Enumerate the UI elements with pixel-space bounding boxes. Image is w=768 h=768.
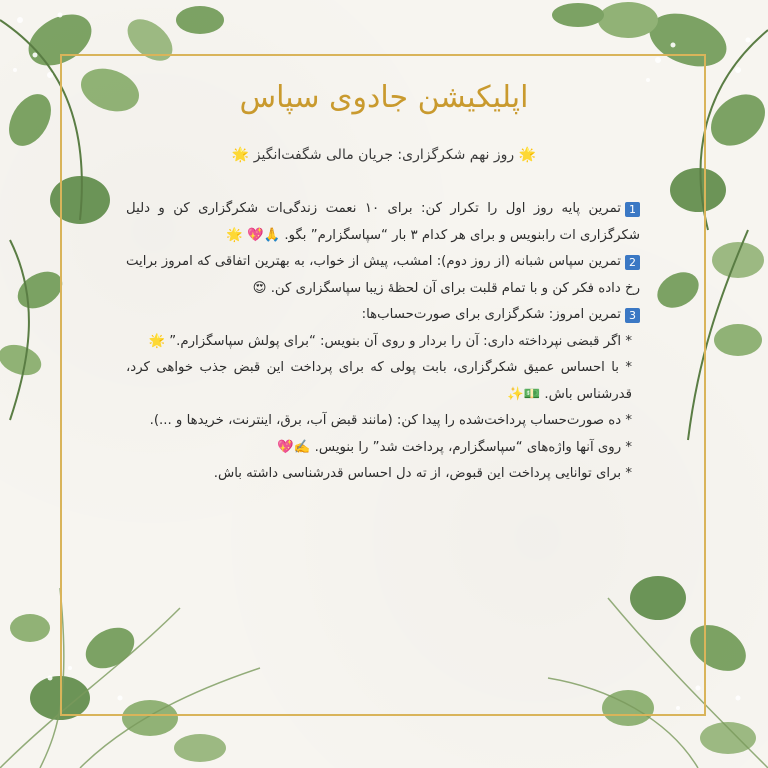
list-item <box>126 196 640 249</box>
page-title: اپلیکیشن جادوی سپاس <box>239 80 529 115</box>
star-icon: 🌟 <box>231 147 250 163</box>
list-item-text: تمرین پایه روز اول را تکرار کن: برای ۱۰ نعمت زندگی‌ات شکرگزاری کن و دلیل شکرگزاری ات رابنویس و برای هر کدام ۳ بار “سپاسگزارم” بگو. 🙏💖 🌟 <box>126 201 640 243</box>
subtitle <box>0 147 768 163</box>
list-item <box>126 302 640 329</box>
sub-list-item: * اگر قبضی نپرداخته داری: آن را بردار و روی آن بنویس: “برای پولش سپاسگزارم.” 🌟 <box>148 333 632 349</box>
sub-list-item: * روی آنها واژه‌های “سپاسگزارم، پرداخت شد” را بنویس. ✍️💖 <box>277 439 632 455</box>
number-badge-3: 3 <box>625 308 640 323</box>
list-item <box>126 249 640 302</box>
content-body <box>126 196 640 488</box>
subtitle-text: روز نهم شکرگزاری: جریان مالی شگفت‌انگیز <box>253 147 515 163</box>
sub-list-item: * برای توانایی پرداخت این قبوض، از ته دل احساس قدرشناسی داشته باش. <box>213 466 632 481</box>
sub-list-item: * با احساس عمیق شکرگزاری، بابت پولی که برای پرداخت این قبض جذب خواهی کرد، قدرشناس باش. 💵✨ <box>126 360 632 402</box>
number-badge-2: 2 <box>625 255 640 270</box>
list-item-text: تمرین سپاس شبانه (از روز دوم): امشب، پیش از خواب، به بهترین اتفاقی که امروز برایت رخ داده فکر کن و با تمام قلبت برای آن لحظهٔ زیبا سپاسگزاری کن. 😍 <box>126 254 640 296</box>
number-badge-1: 1 <box>625 202 640 217</box>
list-item-text: تمرین امروز: شکرگزاری برای صورت‌حساب‌ها: <box>361 307 621 322</box>
sub-list-item: * ده صورت‌حساب پرداخت‌شده را پیدا کن: (مانند قبض آب، برق، اینترنت، خریدها و ...). <box>149 413 632 428</box>
star-icon: 🌟 <box>518 147 537 163</box>
